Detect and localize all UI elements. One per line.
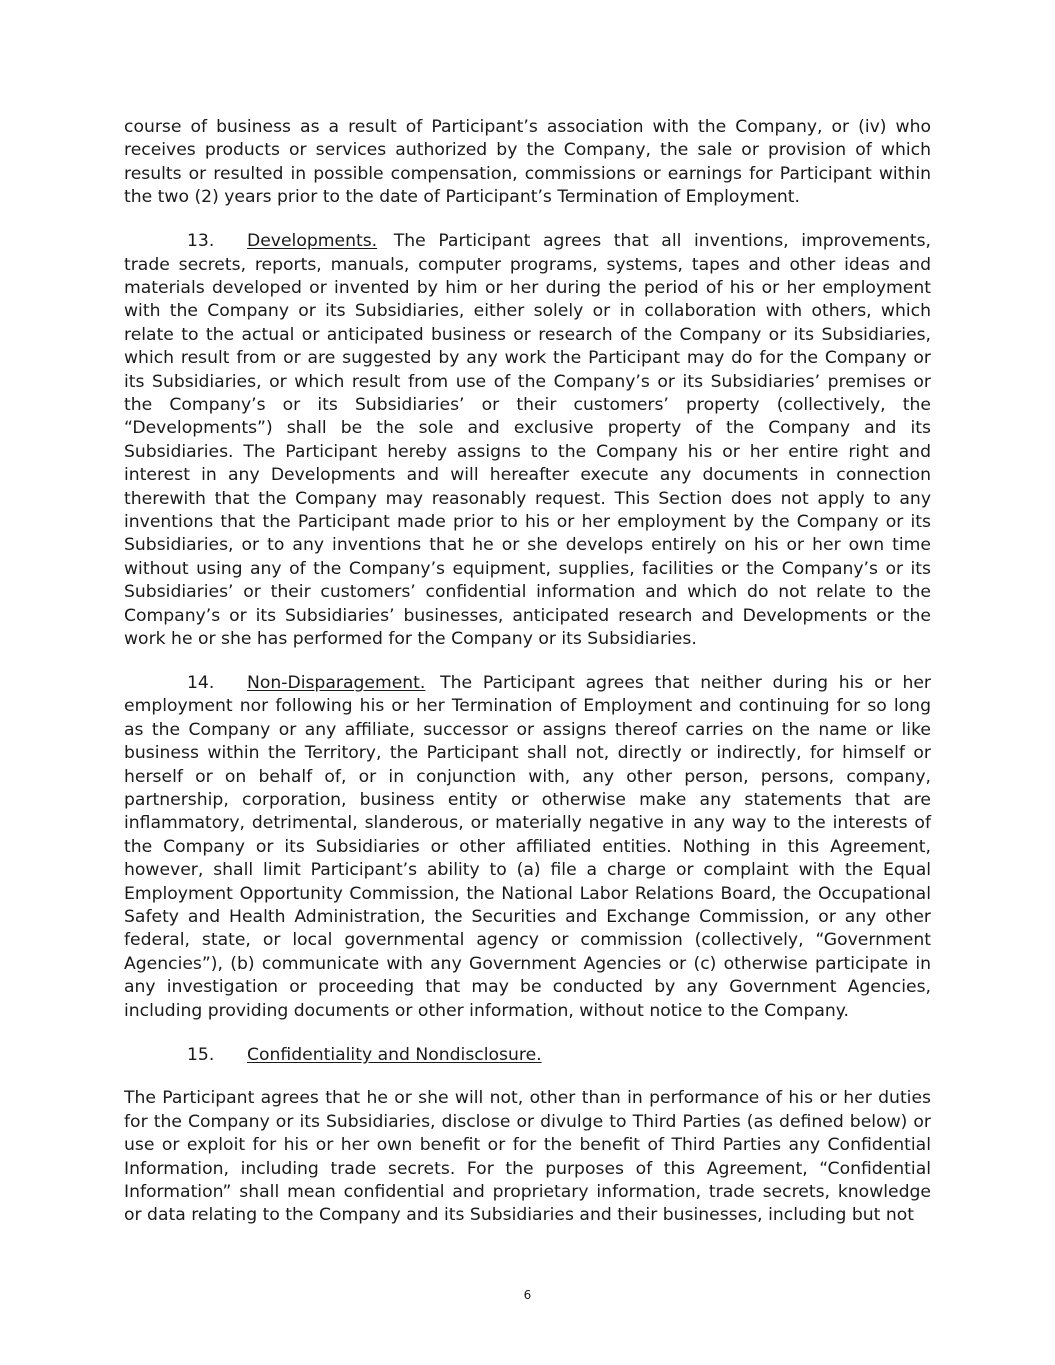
section-13-paragraph: [124, 230, 931, 651]
page-number: 6: [523, 1288, 532, 1302]
section-13-text: The Participant agrees that all inventions, improvements, trade secrets, reports, manuals, computer programs, systems, tapes and other ideas and materials developed or invented by him or her during the period of his or her employment with the Company or its Subsidiaries, either solely or in collaboration with others, which relate to the actual or anticipated business or research of the Company or its Subsidiaries, which result from or are suggested by any work the Participant may do for the Company or its Subsidiaries, or which result from use of the Company’s or its Subsidiaries’ premises or the Company’s or its Subsidiaries’ or their customers’ property (collectively, the “Developments”) shall be the sole and exclusive property of the Company and its Subsidiaries. The Participant hereby assigns to the Company his or her entire right and interest in any Developments and will hereafter execute any documents in connection therewith that the Company may reasonably request. This Section does not apply to any inventions that the Participant made prior to his or her employment by the Company or its Subsidiaries, or to any inventions that he or she develops entirely on his or her own time without using any of the Company’s equipment, supplies, facilities or the Company’s or its Subsidiaries’ or their customers’ confidential information and which do not relate to the Company’s or its Subsidiaries’ businesses, anticipated research and Developments or the work he or she has performed for the Company or its Subsidiaries.: [124, 231, 932, 650]
document-page: [124, 116, 931, 1248]
section-15-heading-line: [124, 1044, 931, 1067]
section-14-heading: Non-Disparagement.: [247, 672, 426, 693]
section-15-heading: Confidentiality and Nondisclosure.: [247, 1044, 542, 1065]
section-14-paragraph: [124, 672, 931, 1023]
continuation-paragraph: course of business as a result of Participant’s association with the Company, or (iv) who receives products or services authorized by the Company, the sale or provision of which results or resulted in possible compensation, commissions or earnings for Participant within the two (2) years prior to the date of Participant’s Termination of Employment.: [124, 117, 931, 208]
section-15-paragraph: The Participant agrees that he or she will not, other than in performance of his or her duties for the Company or its Subsidiaries, disclose or divulge to Third Parties (as defined below) or use or exploit for his or her own benefit or for the benefit of Third Parties any Confidential Information, including trade secrets. For the purposes of this Agreement, “Confidential Information” shall mean confidential and proprietary information, trade secrets, knowledge or data relating to the Company and its Subsidiaries and their businesses, including but not: [124, 1088, 931, 1226]
section-14-text: The Participant agrees that neither during his or her employment nor following his or her Termination of Employment and continuing for so long as the Company or any affiliate, successor or assigns thereof carries on the name or like business within the Territory, the Participant shall not, directly or indirectly, for himself or herself or on behalf of, or in conjunction with, any other person, persons, company, partnership, corporation, business entity or otherwise make any statements that are inflammatory, detrimental, slanderous, or materially negative in any way to the interests of the Company or its Subsidiaries or other affiliated entities. Nothing in this Agreement, however, shall limit Participant’s ability to (a) file a charge or complaint with the Equal Employment Opportunity Commission, the National Labor Relations Board, the Occupational Safety and Health Administration, the Securities and Exchange Commission, or any other federal, state, or local governmental agency or commission (collectively, “Government Agencies”), (b) communicate with any Government Agencies or (c) otherwise participate in any investigation or proceeding that may be conducted by any Government Agencies, including providing documents or other information, without notice to the Company.: [124, 672, 931, 1021]
section-14-number: 14.: [187, 672, 215, 693]
section-15-number: 15.: [187, 1044, 215, 1065]
section-13-number: 13.: [187, 231, 215, 252]
section-13-heading: Developments.: [247, 231, 378, 252]
